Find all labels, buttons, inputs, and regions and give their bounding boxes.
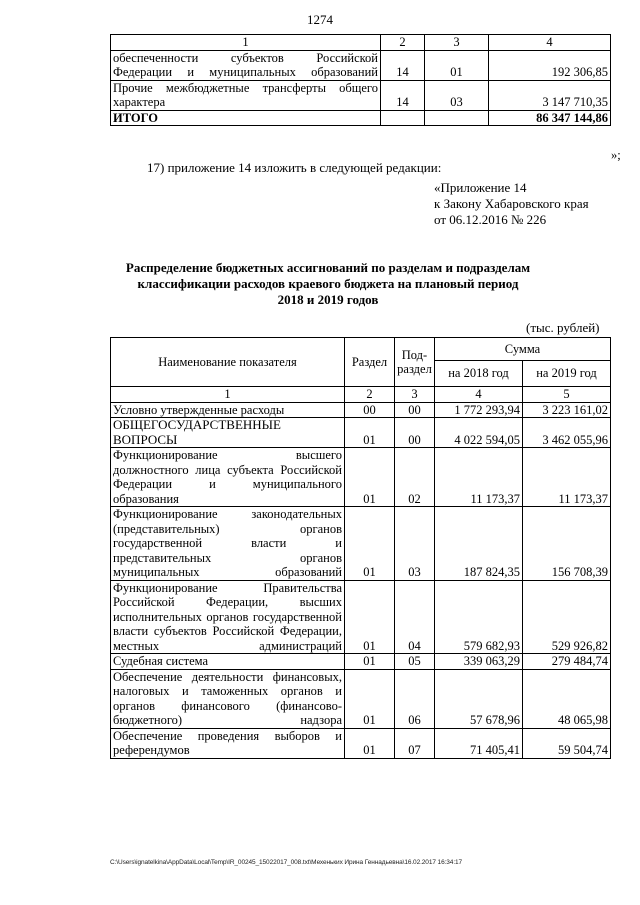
edit-instruction: 17) приложение 14 изложить в следующей редакции: [147, 160, 442, 175]
row-subsection: 05 [395, 654, 435, 670]
row-amount-2018: 4 022 594,05 [435, 418, 523, 448]
document-heading [100, 260, 556, 308]
header-subsection [395, 338, 435, 387]
row-name: Обеспечение проведения выборов и референдумов [111, 728, 345, 758]
row-name: Условно утвержденные расходы [111, 402, 345, 418]
col-number: 1 [111, 387, 345, 403]
row-subsection: 00 [395, 402, 435, 418]
top-col-header: 4 [489, 35, 611, 51]
row-section: 14 [381, 50, 425, 80]
appendix-reference [434, 180, 589, 228]
row-section: 00 [345, 402, 395, 418]
row-section: 01 [345, 580, 395, 654]
row-subsection: 04 [395, 580, 435, 654]
col-number: 3 [395, 387, 435, 403]
row-amount-2019: 11 173,37 [523, 448, 611, 507]
table-row [111, 80, 611, 110]
appendix-line: от 06.12.2016 № 226 [434, 212, 547, 227]
header-year-2018: на 2018 год [435, 361, 523, 387]
header-section: Раздел [345, 338, 395, 387]
total-amount: 86 347 144,86 [489, 110, 611, 126]
row-subsection: 07 [395, 728, 435, 758]
col-number: 4 [435, 387, 523, 403]
top-col-header: 2 [381, 35, 425, 51]
row-name: Судебная система [111, 654, 345, 670]
appendix-line: «Приложение 14 [434, 180, 527, 195]
header-name: Наименование показателя [111, 338, 345, 387]
row-subsection: 03 [395, 507, 435, 581]
total-empty [381, 110, 425, 126]
row-subsection: 06 [395, 669, 435, 728]
row-section: 01 [345, 418, 395, 448]
header-subsection-line: Под- [401, 347, 428, 362]
total-empty [425, 110, 489, 126]
row-section: 01 [345, 669, 395, 728]
row-name: Обеспечение деятельности финансовых, налоговых и таможенных органов и органов финансового (финансово-бюджетного) надзора [111, 669, 345, 728]
table-row [111, 728, 611, 758]
row-name: Функционирование высшего должностного лица субъекта Российской Федерации и муниципального образования [111, 448, 345, 507]
row-amount-2019: 59 504,74 [523, 728, 611, 758]
row-amount-2018: 339 063,29 [435, 654, 523, 670]
heading-line: 2018 и 2019 годов [277, 292, 379, 307]
units-label: (тыс. рублей) [526, 320, 600, 335]
table-row [111, 654, 611, 670]
table-row [111, 507, 611, 581]
top-col-header: 3 [425, 35, 489, 51]
row-amount-2019: 279 484,74 [523, 654, 611, 670]
row-amount: 3 147 710,35 [489, 80, 611, 110]
row-name: Прочие межбюджетные трансферты общего характера [111, 80, 381, 110]
main-table [110, 337, 611, 759]
row-name: Функционирование законодательных (представительных) органов государственной власти и представительных органов муниципальных образований [111, 507, 345, 581]
row-subsection: 00 [395, 418, 435, 448]
header-sum: Сумма [435, 338, 611, 361]
table-row [111, 448, 611, 507]
table-row [111, 402, 611, 418]
header-subsection-line: раздел [397, 362, 432, 376]
page-number: 1274 [307, 12, 333, 27]
heading-line: классификации расходов краевого бюджета на плановый период [137, 276, 519, 291]
row-amount-2019: 156 708,39 [523, 507, 611, 581]
col-number: 5 [523, 387, 611, 403]
file-path-footer: C:\Users\ignatelkina\AppData\Local\Temp\IR_00245_15022017_008.txt\Мехеньких Ирина Геннадьевна\16.02.2017 16:34:17 [110, 859, 463, 866]
row-amount: 192 306,85 [489, 50, 611, 80]
row-subsection: 01 [425, 50, 489, 80]
top-table-header-row [111, 35, 611, 51]
top-table [110, 34, 611, 126]
row-subsection: 02 [395, 448, 435, 507]
main-header-row [111, 338, 611, 361]
row-amount-2019: 529 926,82 [523, 580, 611, 654]
main-col-number-row [111, 387, 611, 403]
row-amount-2018: 71 405,41 [435, 728, 523, 758]
row-name: обеспеченности субъектов Российской Федерации и муниципальных образований [111, 50, 381, 80]
row-name: ОБЩЕГОСУДАРСТВЕННЫЕ ВОПРОСЫ [111, 418, 345, 448]
row-section: 01 [345, 654, 395, 670]
total-label: ИТОГО [111, 110, 381, 126]
row-subsection: 03 [425, 80, 489, 110]
row-amount-2018: 187 824,35 [435, 507, 523, 581]
header-year-2019: на 2019 год [523, 361, 611, 387]
row-section: 01 [345, 507, 395, 581]
total-suffix: »; [611, 148, 621, 162]
total-row [111, 110, 611, 126]
row-amount-2018: 1 772 293,94 [435, 402, 523, 418]
table-row [111, 669, 611, 728]
row-amount-2019: 48 065,98 [523, 669, 611, 728]
row-amount-2019: 3 462 055,96 [523, 418, 611, 448]
table-row [111, 50, 611, 80]
row-amount-2018: 11 173,37 [435, 448, 523, 507]
row-section: 01 [345, 728, 395, 758]
table-row [111, 580, 611, 654]
row-amount-2018: 57 678,96 [435, 669, 523, 728]
col-number: 2 [345, 387, 395, 403]
row-name: Функционирование Правительства Российской Федерации, высших исполнительных органов государственной власти субъектов Российской Федерации, местных администраций [111, 580, 345, 654]
row-section: 01 [345, 448, 395, 507]
top-col-header: 1 [111, 35, 381, 51]
row-section: 14 [381, 80, 425, 110]
row-amount-2019: 3 223 161,02 [523, 402, 611, 418]
heading-line: Распределение бюджетных ассигнований по разделам и подразделам [125, 260, 531, 275]
row-amount-2018: 579 682,93 [435, 580, 523, 654]
appendix-line: к Закону Хабаровского края [434, 196, 589, 211]
table-row [111, 418, 611, 448]
